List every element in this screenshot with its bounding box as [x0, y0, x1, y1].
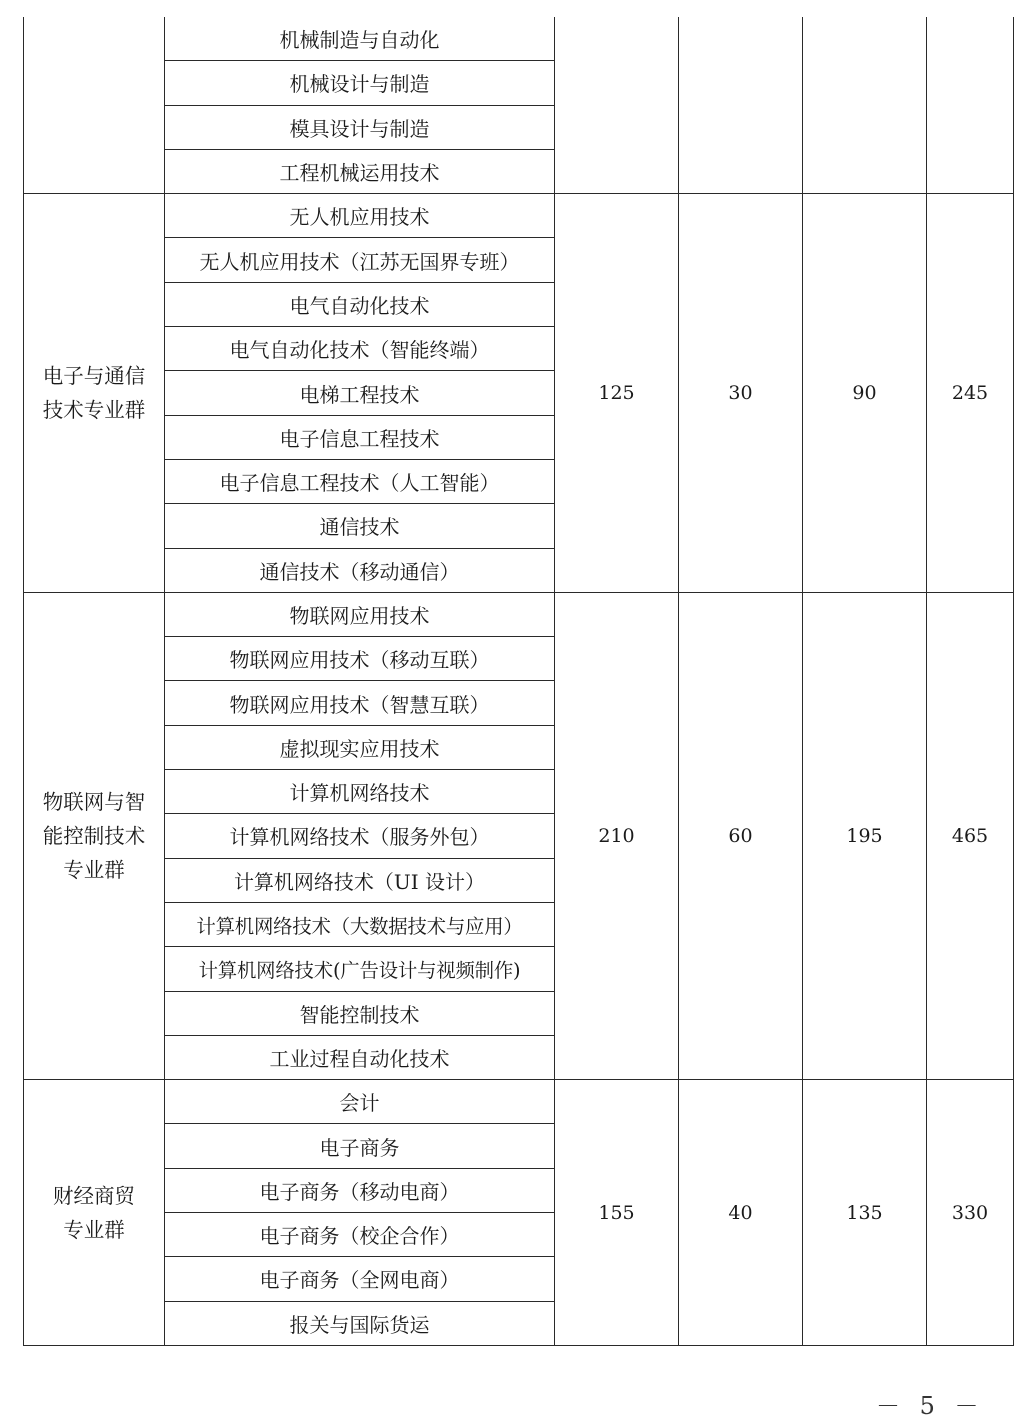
major-cell: 电子信息工程技术	[165, 415, 555, 459]
quota-col5-cell: 195	[803, 592, 927, 1079]
quota-col5-cell: 135	[803, 1080, 927, 1346]
major-cell: 无人机应用技术	[165, 194, 555, 238]
major-cell: 会计	[165, 1080, 555, 1124]
major-cell: 电气自动化技术	[165, 282, 555, 326]
major-cell: 计算机网络技术（服务外包）	[165, 814, 555, 858]
major-cell: 电子商务（校企合作）	[165, 1213, 555, 1257]
group-name-line: 物联网与智	[42, 789, 146, 814]
major-cell: 物联网应用技术（智慧互联）	[165, 681, 555, 725]
major-cell: 物联网应用技术（移动互联）	[165, 637, 555, 681]
major-cell: 电子商务	[165, 1124, 555, 1168]
group-name-line: 财经商贸	[53, 1183, 135, 1208]
major-cell: 模具设计与制造	[165, 105, 555, 149]
quota-col4-cell	[679, 17, 803, 194]
major-cell: 工业过程自动化技术	[165, 1035, 555, 1079]
enrollment-table	[23, 17, 1014, 1346]
major-cell: 计算机网络技术(广告设计与视频制作)	[165, 947, 555, 991]
major-cell: 通信技术（移动通信）	[165, 548, 555, 592]
table-body	[24, 17, 1014, 1345]
quota-col4-cell: 30	[679, 194, 803, 593]
group-name-line: 专业群	[63, 1217, 125, 1242]
group-name-line: 专业群	[63, 857, 125, 882]
quota-col4-cell: 40	[679, 1080, 803, 1346]
major-cell: 计算机网络技术（大数据技术与应用）	[165, 902, 555, 946]
major-cell: 电子信息工程技术（人工智能）	[165, 459, 555, 503]
major-cell: 计算机网络技术（UI 设计）	[165, 858, 555, 902]
quota-col3-cell: 210	[555, 592, 679, 1079]
major-cell: 电子商务（移动电商）	[165, 1168, 555, 1212]
major-cell: 报关与国际货运	[165, 1301, 555, 1345]
group-name-cell	[24, 592, 165, 1079]
major-cell: 工程机械运用技术	[165, 149, 555, 193]
total-cell	[927, 17, 1014, 194]
major-cell: 机械制造与自动化	[165, 17, 555, 61]
table-row	[24, 1080, 1014, 1124]
group-name-line: 技术专业群	[42, 398, 146, 423]
quota-col5-cell	[803, 17, 927, 194]
major-cell: 通信技术	[165, 504, 555, 548]
major-cell: 电子商务（全网电商）	[165, 1257, 555, 1301]
quota-col5-cell: 90	[803, 194, 927, 593]
major-cell: 无人机应用技术（江苏无国界专班）	[165, 238, 555, 282]
major-cell: 物联网应用技术	[165, 592, 555, 636]
major-cell: 电气自动化技术（智能终端）	[165, 327, 555, 371]
major-cell: 计算机网络技术	[165, 770, 555, 814]
group-name-line: 电子与通信	[42, 364, 146, 389]
major-cell: 智能控制技术	[165, 991, 555, 1035]
table-row	[24, 17, 1014, 61]
table-row	[24, 194, 1014, 238]
quota-col3-cell: 155	[555, 1080, 679, 1346]
total-cell: 465	[927, 592, 1014, 1079]
table-row	[24, 592, 1014, 636]
total-cell: 245	[927, 194, 1014, 593]
major-cell: 虚拟现实应用技术	[165, 725, 555, 769]
quota-col3-cell	[555, 17, 679, 194]
major-cell: 机械设计与制造	[165, 61, 555, 105]
total-cell: 330	[927, 1080, 1014, 1346]
quota-col4-cell: 60	[679, 592, 803, 1079]
major-cell: 电梯工程技术	[165, 371, 555, 415]
group-name-cell	[24, 194, 165, 593]
group-name-cell	[24, 17, 165, 194]
group-name-cell	[24, 1080, 165, 1346]
group-name-line: 能控制技术	[42, 823, 146, 848]
quota-col3-cell: 125	[555, 194, 679, 593]
page-number: － 5 －	[876, 1392, 985, 1420]
